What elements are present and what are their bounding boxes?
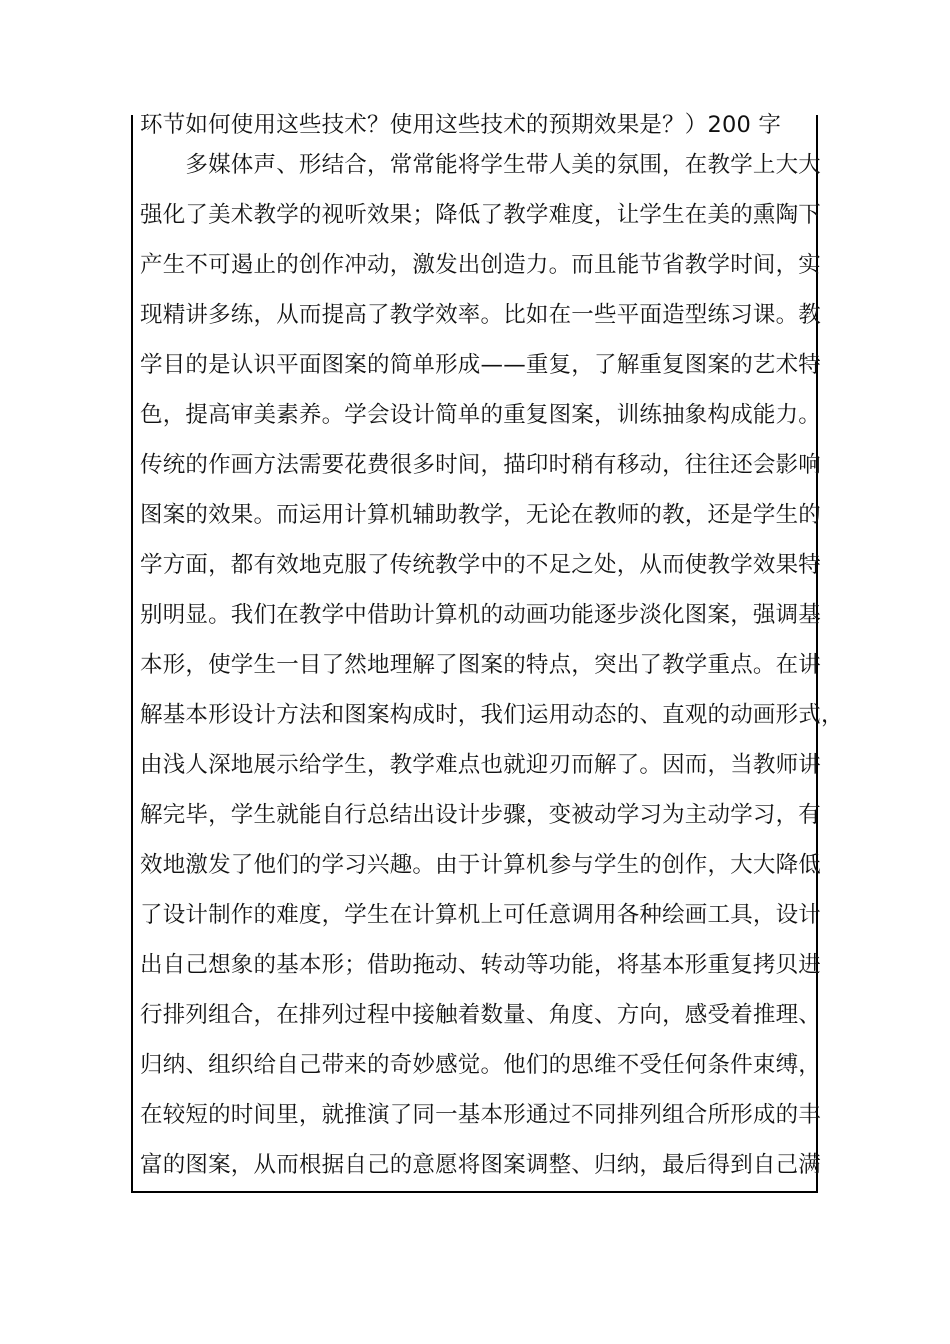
text-line: 图案的效果。而运用计算机辅助教学，无论在教师的教，还是学生的 <box>140 502 822 528</box>
prompt-line: 环节如何使用这些技术？使用这些技术的预期效果是？）200 字 <box>140 112 782 138</box>
text-line: 出自己想象的基本形；借助拖动、转动等功能，将基本形重复拷贝进 <box>140 952 822 978</box>
text-line: 现精讲多练，从而提高了教学效率。比如在一些平面造型练习课。教 <box>140 302 822 328</box>
text-line: 效地激发了他们的学习兴趣。由于计算机参与学生的创作，大大降低 <box>140 852 822 878</box>
text-line: 在较短的时间里，就推演了同一基本形通过不同排列组合所形成的丰 <box>140 1102 822 1128</box>
text-line: 强化了美术教学的视听效果；降低了教学难度，让学生在美的熏陶下 <box>140 202 822 228</box>
text-line: 富的图案，从而根据自己的意愿将图案调整、归纳，最后得到自己满 <box>140 1152 822 1178</box>
text-line: 多媒体声、形结合，常常能将学生带人美的氛围，在教学上大大 <box>140 152 822 178</box>
text-line: 别明显。我们在教学中借助计算机的动画功能逐步淡化图案，强调基 <box>140 602 822 628</box>
text-line: 了设计制作的难度，学生在计算机上可任意调用各种绘画工具，设计 <box>140 902 822 928</box>
text-line: 学方面，都有效地克服了传统教学中的不足之处，从而使教学效果特 <box>140 552 822 578</box>
text-line: 产生不可遏止的创作冲动，激发出创造力。而且能节省教学时间，实 <box>140 252 822 278</box>
text-line: 学目的是认识平面图案的简单形成——重复，了解重复图案的艺术特 <box>140 352 822 378</box>
text-line: 传统的作画方法需要花费很多时间，描印时稍有移动，往往还会影响 <box>140 452 822 478</box>
text-line: 由浅人深地展示给学生，教学难点也就迎刃而解了。因而，当教师讲 <box>140 752 822 778</box>
text-line: 解完毕，学生就能自行总结出设计步骤，变被动学习为主动学习，有 <box>140 802 822 828</box>
text-line: 解基本形设计方法和图案构成时，我们运用动态的、直观的动画形式， <box>140 702 844 728</box>
text-line: 行排列组合，在排列过程中接触着数量、角度、方向，感受着推理、 <box>140 1002 822 1028</box>
text-line: 本形，使学生一目了然地理解了图案的特点，突出了教学重点。在讲 <box>140 652 822 678</box>
text-line: 色，提高审美素养。学会设计简单的重复图案，训练抽象构成能力。 <box>140 402 822 428</box>
text-line: 归纳、组织给自己带来的奇妙感觉。他们的思维不受任何条件束缚， <box>140 1052 822 1078</box>
